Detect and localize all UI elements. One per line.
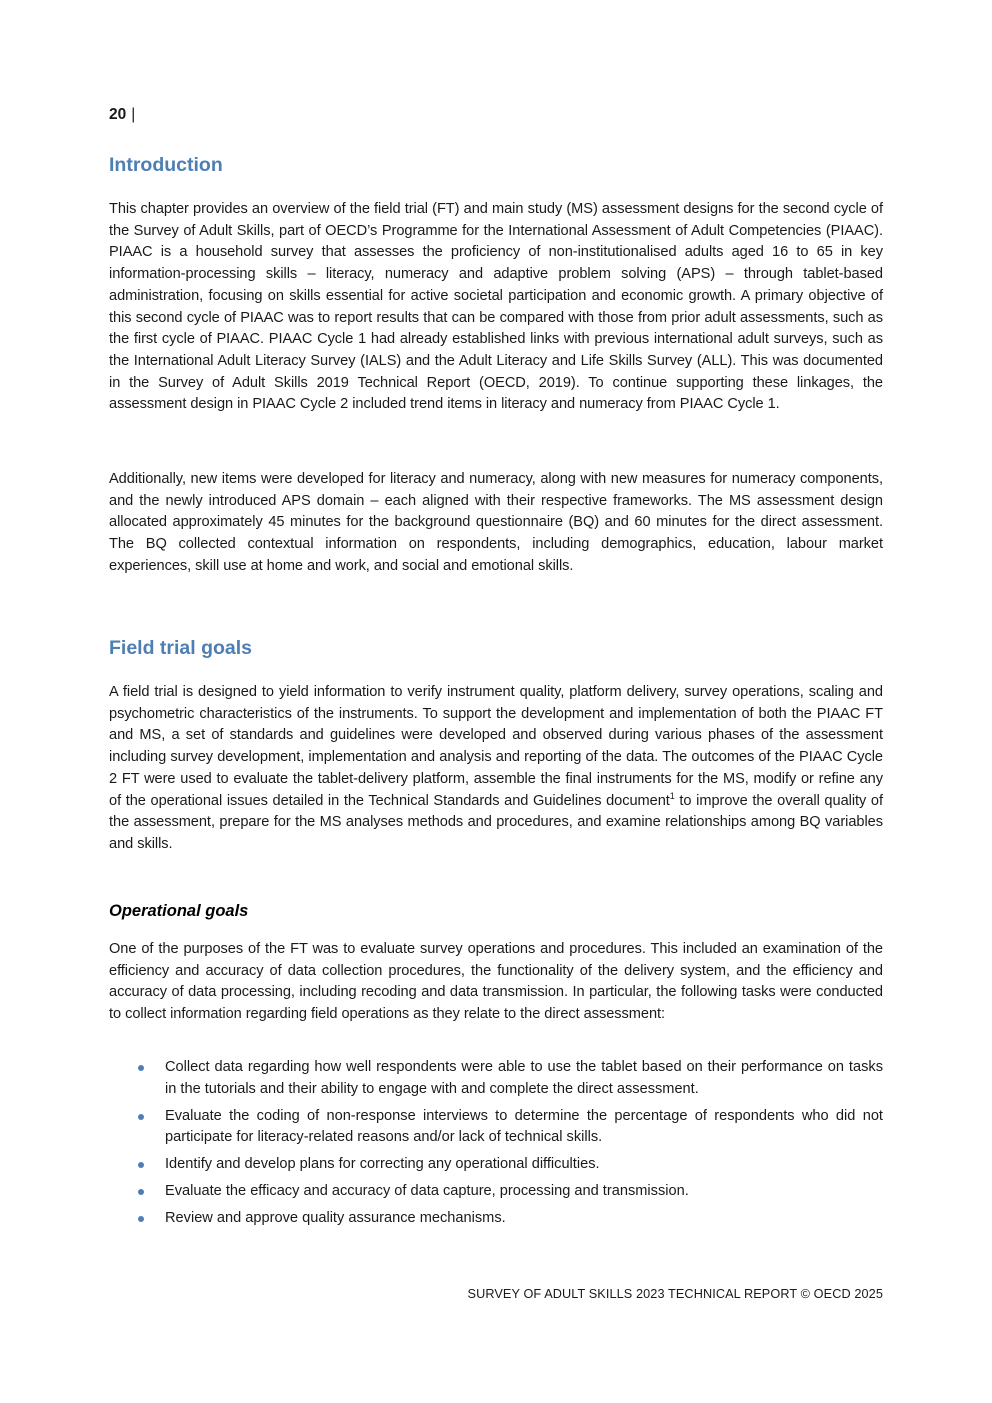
list-item bbox=[109, 1154, 883, 1176]
list-item-text: Evaluate the efficacy and accuracy of data capture, processing and transmission. bbox=[165, 1183, 689, 1200]
page-number-separator: | bbox=[131, 106, 136, 123]
introduction-paragraph-1: This chapter provides an overview of the field trial (FT) and main study (MS) assessment designs for the second cycle of the Survey of Adult Skills, part of OECD’s Programme for the International Assessment of Adult Competencies (PIAAC). PIAAC is a household survey that assesses the proficiency of non-institutionalised adults aged 16 to 65 in key information-processing skills – literacy, numeracy and adaptive problem solving (APS) – through tablet-based administration, focusing on skills essential for active societal participation and economic growth. A primary objective of this second cycle of PIAAC was to report results that can be compared with those from prior adult assessments, such as the first cycle of PIAAC. PIAAC Cycle 1 had already established links with previous international adult surveys, such as the International Adult Literacy Survey (IALS) and the Adult Literacy and Life Skills Survey (ALL). This was documented in the Survey of Adult Skills 2019 Technical Report (OECD, 2019). To continue supporting these linkages, the assessment design in PIAAC Cycle 2 included trend items in literacy and numeracy from PIAAC Cycle 1. bbox=[109, 201, 883, 413]
operational-goals-paragraph: One of the purposes of the FT was to evaluate survey operations and procedures. This included an examination of the efficiency and accuracy of data collection procedures, the functionality of the delivery system, and the efficiency and accuracy of data processing, including recoding and data transmission. In particular, the following tasks were conducted to collect information regarding field operations as they relate to the direct assessment: bbox=[109, 941, 883, 1023]
bullet-icon bbox=[138, 1189, 144, 1195]
field-trial-goals-paragraph bbox=[109, 682, 883, 856]
list-item-text: Identify and develop plans for correcting any operational difficulties. bbox=[165, 1156, 600, 1173]
field-trial-goals-heading: Field trial goals bbox=[109, 637, 253, 659]
page-number-header bbox=[109, 106, 135, 124]
introduction-heading: Introduction bbox=[109, 154, 223, 176]
introduction-paragraph-2: Additionally, new items were developed for literacy and numeracy, along with new measures for numeracy components, and the newly introduced APS domain – each aligned with their respective frameworks. The MS assessment design allocated approximately 45 minutes for the background questionnaire (BQ) and 60 minutes for the direct assessment. The BQ collected contextual information on respondents, including demographics, education, labour market experiences, skill use at home and work, and social and emotional skills. bbox=[109, 471, 883, 574]
field-trial-text-before-footnote: A field trial is designed to yield information to verify instrument quality, platform delivery, survey operations, scaling and psychometric characteristics of the instruments. To support the development and implementation of both the PIAAC FT and MS, a set of standards and guidelines were developed and observed during various phases of the assessment including survey development, implementation and analysis and reporting of the data. The outcomes of the PIAAC Cycle 2 FT were used to evaluate the tablet-delivery platform, assemble the final instruments for the MS, modify or refine any of the operational issues detailed in the Technical Standards and Guidelines document bbox=[109, 684, 883, 809]
list-item bbox=[109, 1057, 883, 1100]
bullet-icon bbox=[138, 1162, 144, 1168]
bullet-icon bbox=[138, 1065, 144, 1071]
operational-tasks-list bbox=[109, 1057, 883, 1235]
bullet-icon bbox=[138, 1216, 144, 1222]
field-trial-text-after-footnote: to improve the overall quality of the assessment, prepare for the MS analyses methods and procedures, and examine relationships among BQ variables and skills. bbox=[109, 792, 883, 852]
page-number: 20 bbox=[109, 106, 127, 123]
list-item-text: Evaluate the coding of non-response interviews to determine the percentage of respondents who did not participate for literacy-related reasons and/or lack of technical skills. bbox=[165, 1107, 883, 1146]
list-item-text: Collect data regarding how well respondents were able to use the tablet based on their performance on tasks in the tutorials and their ability to engage with and complete the direct assessment. bbox=[165, 1059, 883, 1097]
list-item bbox=[109, 1181, 883, 1203]
list-item-text: Review and approve quality assurance mechanisms. bbox=[165, 1210, 506, 1227]
operational-goals-heading: Operational goals bbox=[109, 902, 249, 920]
bullet-icon bbox=[138, 1114, 144, 1120]
list-item bbox=[109, 1106, 883, 1149]
list-item bbox=[109, 1208, 883, 1230]
page-footer: SURVEY OF ADULT SKILLS 2023 TECHNICAL REPORT © OECD 2025 bbox=[467, 1287, 883, 1301]
footnote-marker[interactable]: 1 bbox=[669, 790, 675, 801]
